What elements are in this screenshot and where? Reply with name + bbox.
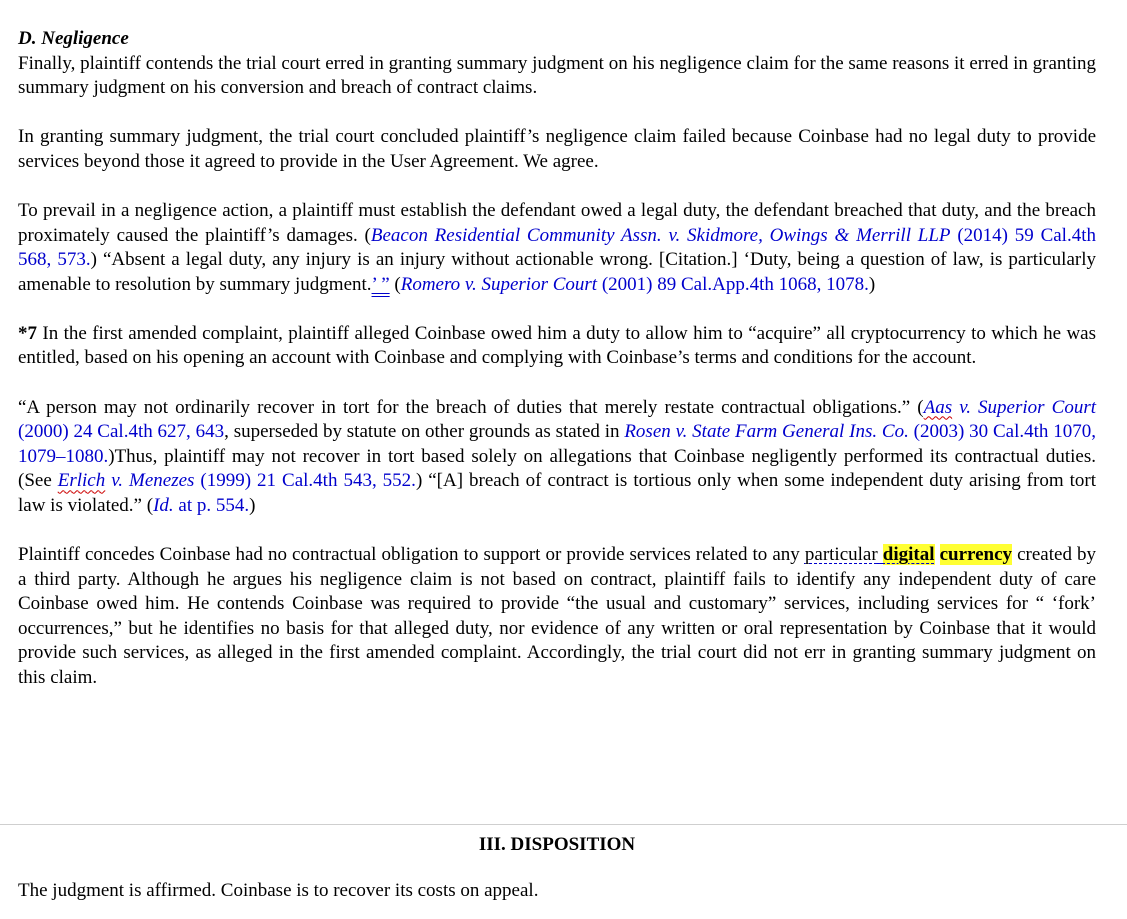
p3-text-1: To prevail in a negligence action, a plaintiff must establish the defendant owed a legal duty, the defendant breached that duty, and the breach proximately caused the plaintiff’s damages. ( (18, 199, 1096, 246)
citation-beacon[interactable]: Beacon Residential Community Assn. v. Skidmore, Owings & Merrill LLP (2014) 59 Cal.4th 568, 573. (18, 224, 1096, 271)
paragraph-3 (18, 199, 1096, 297)
citation-rosen[interactable]: Rosen v. State Farm General Ins. Co. (2003) 30 Cal.4th 1070, 1079–1080. (18, 421, 1096, 467)
section-divider (0, 824, 1127, 825)
citation-id[interactable]: Id. at p. 554. (153, 494, 250, 516)
star-page-marker: *7 (18, 322, 37, 344)
p5-text-3: )Thus, plaintiff may not recover in tort based solely on allegations that Coinbase negligently performed its contractual duties. (See (18, 445, 1096, 492)
p5-text-4: ) “[A] breach of contract is tortious only when some independent duty arising from tort law is violated.” ( (18, 470, 1096, 516)
disposition-text: The judgment is affirmed. Coinbase is to recover its costs on appeal. (18, 880, 539, 901)
paragraph-1: Finally, plaintiff contends the trial court erred in granting summary judgment on his negligence claim for the same reasons it erred in granting summary judgment on his conversion and breach of contract claims. (18, 52, 1096, 99)
p3-text-2: ) “Absent a legal duty, any injury is an injury without actionable wrong. [Citation.] ‘Duty, being a question of law, is particularly amenable to resolution by summary judgment. (18, 249, 1096, 295)
citation-aas[interactable]: Aas v. Superior Court (2000) 24 Cal.4th 627, 643 (18, 396, 1096, 443)
p3-text-3: ( (389, 273, 401, 295)
citation-erlich[interactable]: Erlich v. Menezes (1999) 21 Cal.4th 543, 552. (57, 470, 416, 492)
disposition-heading: III. DISPOSITION (478, 834, 636, 855)
paragraph-2: In granting summary judgment, the trial court concluded plaintiff’s negligence claim failed because Coinbase had no legal duty to provide services beyond those it agreed to provide in the User Agreement. We agree. (18, 126, 1096, 172)
paragraph-5 (18, 396, 1096, 519)
p4-text: In the first amended complaint, plaintiff alleged Coinbase owed him a duty to allow him to “acquire” all cryptocurrency to which he was entitled, based on his opening an account with Coinbase and complying with Coinbase’s terms and conditions for the account. (18, 322, 1096, 369)
citation-romero[interactable]: Romero v. Superior Court (2001) 89 Cal.App.4th 1068, 1078. (400, 273, 869, 295)
p5-text-2: , superseded by statute on other grounds as stated in (224, 421, 625, 443)
section-heading: D. Negligence (18, 28, 129, 49)
p5-text-5: ) (249, 494, 256, 516)
p6-text-1: Plaintiff concedes Coinbase had no contractual obligation to support or provide services related to any (18, 544, 805, 565)
paragraph-6 (18, 543, 1096, 691)
dotted-underline-term: particular (804, 544, 878, 565)
opinion-body (18, 27, 1096, 715)
footnote-link[interactable]: ’ ” (371, 273, 390, 295)
p3-text-4: ) (868, 273, 876, 295)
p5-text-1: “A person may not ordinarily recover in tort for the breach of duties that merely restate contractual obligations.” ( (18, 396, 924, 418)
p6-text-2: created by a third party. Although he argues his negligence claim is not based on contract, plaintiff fails to identify any independent duty of care Coinbase owed him. He contends Coinbase was required to provide “the usual and customary” services, including services for “ ‘fork’ occurrences,” but he identifies no basis for that alleged duty, nor evidence of any written or oral representation by Coinbase that it would provide such services, as alleged in the first amended complaint. Accordingly, the trial court did not err in granting summary judgment on this claim. (18, 544, 1097, 688)
paragraph-4 (18, 322, 1096, 371)
highlighted-term-currency: currency (939, 544, 1013, 565)
highlighted-term-digital: digital (882, 544, 935, 565)
